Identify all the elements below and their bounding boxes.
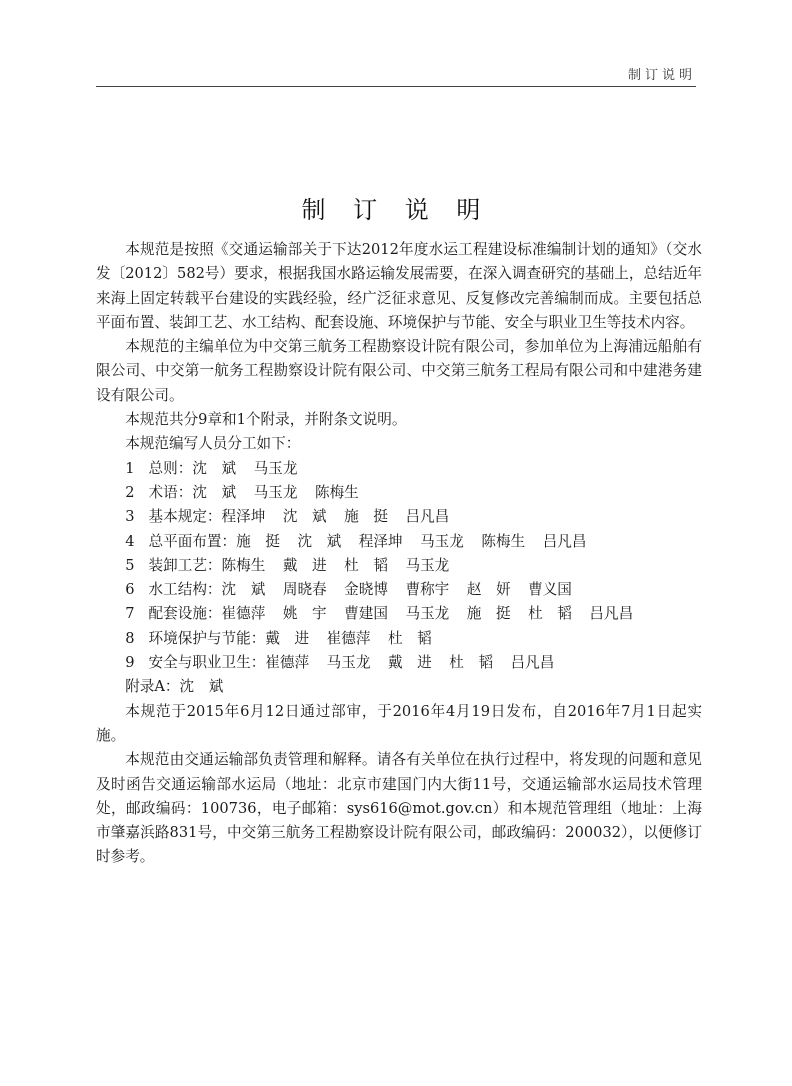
paragraph-scope: 本规范是按照《交通运输部关于下达2012年度水运工程建设标准编制计划的通知》（交水发〔2012〕582号）要求，根据我国水路运输发展需要，在深入调查研究的基础上，总结近年来海上固定转载平台建设的实践经验，经广泛征求意见、反复修改完善编制而成。主要包括总平面布置、装卸工艺、水工结构、配套设施、环境保护与节能、安全与职业卫生等技术内容。 [96, 241, 702, 331]
staff-row [96, 554, 702, 578]
paragraph-editors: 本规范的主编单位为中交第三航务工程勘察设计院有限公司，参加单位为上海浦远船舶有限公司、中交第一航务工程勘察设计院有限公司、中交第三航务工程局有限公司和中建港务建设有限公司。 [96, 338, 702, 404]
staff-name: 施 挺 [236, 532, 280, 550]
staff-name: 陈梅生 [481, 532, 526, 550]
staff-name: 沈 斌 [192, 459, 237, 477]
staff-name: 姚 宇 [282, 605, 327, 623]
appendix-label: 附录A： [125, 678, 180, 696]
staff-name: 沈 斌 [221, 581, 266, 599]
staff-name: 沈 斌 [297, 532, 342, 550]
appendix-names: 沈 斌 [179, 678, 224, 696]
chapter-number: 8 [125, 629, 135, 647]
chapter-name: 水工结构： [148, 581, 222, 599]
chapter-number: 6 [125, 581, 135, 599]
staff-row [96, 627, 702, 651]
staff-name: 戴 进 [387, 654, 432, 672]
staff-name: 戴 进 [282, 556, 327, 574]
staff-name: 杜 韬 [528, 605, 572, 623]
staff-name: 沈 斌 [282, 508, 327, 526]
staff-name: 周晓春 [282, 581, 327, 599]
chapter-number: 7 [125, 605, 135, 623]
chapter-name: 安全与职业卫生： [148, 654, 266, 672]
chapter-number: 4 [125, 532, 135, 550]
chapter-name: 环境保护与节能： [148, 629, 266, 647]
chapter-name: 配套设施： [148, 605, 222, 623]
staff-name: 沈 斌 [192, 483, 237, 501]
staff-name: 杜 韬 [344, 556, 388, 574]
staff-name: 曹建国 [344, 605, 388, 623]
staff-name: 崔德萍 [326, 629, 371, 647]
staff-row [96, 481, 702, 505]
staff-name: 施 挺 [466, 605, 511, 623]
staff-name: 赵 妍 [466, 581, 511, 599]
chapter-number: 2 [125, 483, 135, 501]
staff-name: 吕凡昌 [405, 508, 450, 526]
appendix-row [96, 675, 702, 699]
chapter-name: 总则： [148, 459, 193, 477]
staff-name: 吕凡昌 [542, 532, 587, 550]
staff-name: 曹义国 [528, 581, 572, 599]
paragraph-structure: 本规范共分9章和1个附录，并附条文说明。 [125, 411, 407, 429]
page-title: 制 订 说 明 [301, 196, 491, 224]
running-header: 制订说明 [627, 68, 696, 83]
staff-name: 陈梅生 [314, 483, 359, 501]
staff-name: 马玉龙 [405, 556, 450, 574]
chapter-name: 装卸工艺： [148, 556, 222, 574]
chapter-name: 总平面布置： [148, 532, 237, 550]
chapter-name: 术语： [148, 483, 193, 501]
staff-name: 金晓博 [344, 581, 388, 599]
staff-row [96, 578, 702, 602]
staff-name: 戴 进 [265, 629, 310, 647]
staff-name: 陈梅生 [221, 556, 266, 574]
staff-name: 吕凡昌 [510, 654, 555, 672]
chapter-number: 1 [125, 459, 135, 477]
staff-name: 吕凡昌 [589, 605, 634, 623]
body-text [96, 238, 702, 870]
staff-names [222, 605, 651, 622]
staff-name: 杜 韬 [449, 654, 494, 672]
paragraph-dates: 本规范于2015年6月12日通过部审，于2016年4月19日发布，自2016年7月1日起实施。 [96, 702, 702, 744]
staff-name: 马玉龙 [405, 605, 450, 623]
staff-name: 施 挺 [344, 508, 388, 526]
paragraph-staff-intro: 本规范编写人员分工如下： [125, 435, 301, 453]
staff-name: 程泽坤 [358, 532, 403, 550]
staff-row [96, 602, 702, 626]
staff-names [192, 460, 315, 477]
staff-row [96, 457, 702, 481]
chapter-name: 基本规定： [148, 508, 222, 526]
staff-name: 杜 韬 [387, 629, 432, 647]
staff-names [222, 508, 467, 525]
staff-name: 马玉龙 [420, 532, 464, 550]
staff-name: 马玉龙 [253, 483, 298, 501]
staff-names [265, 654, 572, 671]
staff-name: 崔德萍 [221, 605, 266, 623]
staff-row [96, 505, 702, 529]
staff-names [222, 581, 590, 598]
chapter-number: 3 [125, 508, 135, 526]
staff-name: 曹称宇 [405, 581, 450, 599]
staff-name: 马玉龙 [253, 459, 298, 477]
staff-names [236, 533, 604, 550]
chapter-number: 9 [125, 654, 135, 672]
staff-list [96, 457, 702, 700]
staff-name: 马玉龙 [326, 654, 371, 672]
staff-row [96, 530, 702, 554]
staff-row [96, 651, 702, 675]
chapter-number: 5 [125, 556, 135, 574]
staff-names [265, 630, 449, 647]
staff-names [192, 484, 376, 501]
staff-name: 崔德萍 [265, 654, 310, 672]
staff-name: 程泽坤 [221, 508, 266, 526]
staff-names [222, 557, 467, 574]
paragraph-contact: 本规范由交通运输部负责管理和解释。请各有关单位在执行过程中，将发现的问题和意见及时函告交通运输部水运局（地址：北京市建国门内大街11号，交通运输部水运局技术管理处，邮政编码：100736，电子邮箱：sys616@mot.gov.cn）和本规范管理组（地址：上海市肇嘉浜路831号，中交第三航务工程勘察设计院有限公司，邮政编码：200032），以便修订时参考。 [96, 751, 702, 866]
header-rule [96, 86, 696, 87]
